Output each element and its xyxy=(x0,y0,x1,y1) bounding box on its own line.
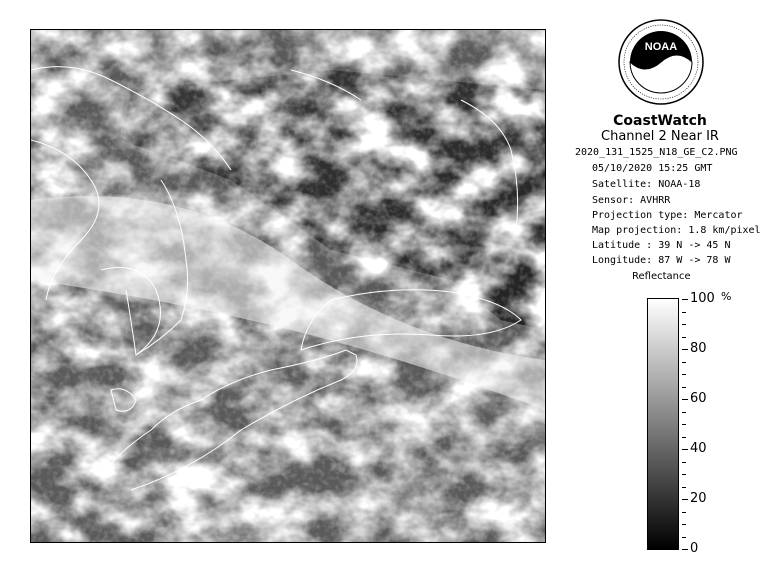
scale-minor-tick xyxy=(682,474,686,475)
scale-tick-label: 40 xyxy=(690,441,707,456)
noaa-logo-icon xyxy=(617,18,705,106)
scale-title: Reflectance xyxy=(632,271,691,282)
scale-minor-tick xyxy=(682,337,686,338)
satellite-map xyxy=(30,29,546,543)
scale-minor-tick xyxy=(682,512,686,513)
scale-tick xyxy=(682,499,688,500)
latitude-label: Latitude : 39 N -> 45 N xyxy=(592,240,731,251)
scale-tick-label: 60 xyxy=(690,391,707,406)
scale-minor-tick xyxy=(682,324,686,325)
scale-minor-tick xyxy=(682,537,686,538)
sensor-label: Sensor: AVHRR xyxy=(592,195,671,206)
datetime-label: 05/10/2020 15:25 GMT xyxy=(592,163,713,174)
filename-label: 2020_131_1525_N18_GE_C2.PNG xyxy=(575,147,738,158)
map-projection-label: Map projection: 1.8 km/pixel xyxy=(592,225,761,236)
scale-minor-tick xyxy=(682,374,686,375)
scale-tick-label: 20 xyxy=(690,491,707,506)
scale-minor-tick xyxy=(682,412,686,413)
scale-minor-tick xyxy=(682,462,686,463)
reflectance-scale xyxy=(647,298,679,550)
scale-tick xyxy=(682,449,688,450)
scale-tick-label: 0 xyxy=(690,541,699,556)
scale-tick-label: 80 xyxy=(690,341,707,356)
product-title: CoastWatch xyxy=(613,113,707,129)
scale-minor-tick xyxy=(682,524,686,525)
scale-tick xyxy=(682,399,688,400)
scale-tick-label: 100 xyxy=(690,291,715,306)
scale-minor-tick xyxy=(682,312,686,313)
scale-minor-tick xyxy=(682,362,686,363)
scale-minor-tick xyxy=(682,487,686,488)
scale-minor-tick xyxy=(682,437,686,438)
projection-type-label: Projection type: Mercator xyxy=(592,210,743,221)
scale-tick xyxy=(682,299,688,300)
logo-text: NOAA xyxy=(644,41,678,53)
scale-tick xyxy=(682,349,688,350)
scale-gradient-bar xyxy=(647,298,679,550)
channel-label: Channel 2 Near IR xyxy=(601,129,719,144)
scale-minor-tick xyxy=(682,387,686,388)
scale-tick xyxy=(682,549,688,550)
longitude-label: Longitude: 87 W -> 78 W xyxy=(592,255,731,266)
satellite-label: Satellite: NOAA-18 xyxy=(592,179,701,190)
scale-unit: % xyxy=(721,290,732,303)
scale-minor-tick xyxy=(682,424,686,425)
